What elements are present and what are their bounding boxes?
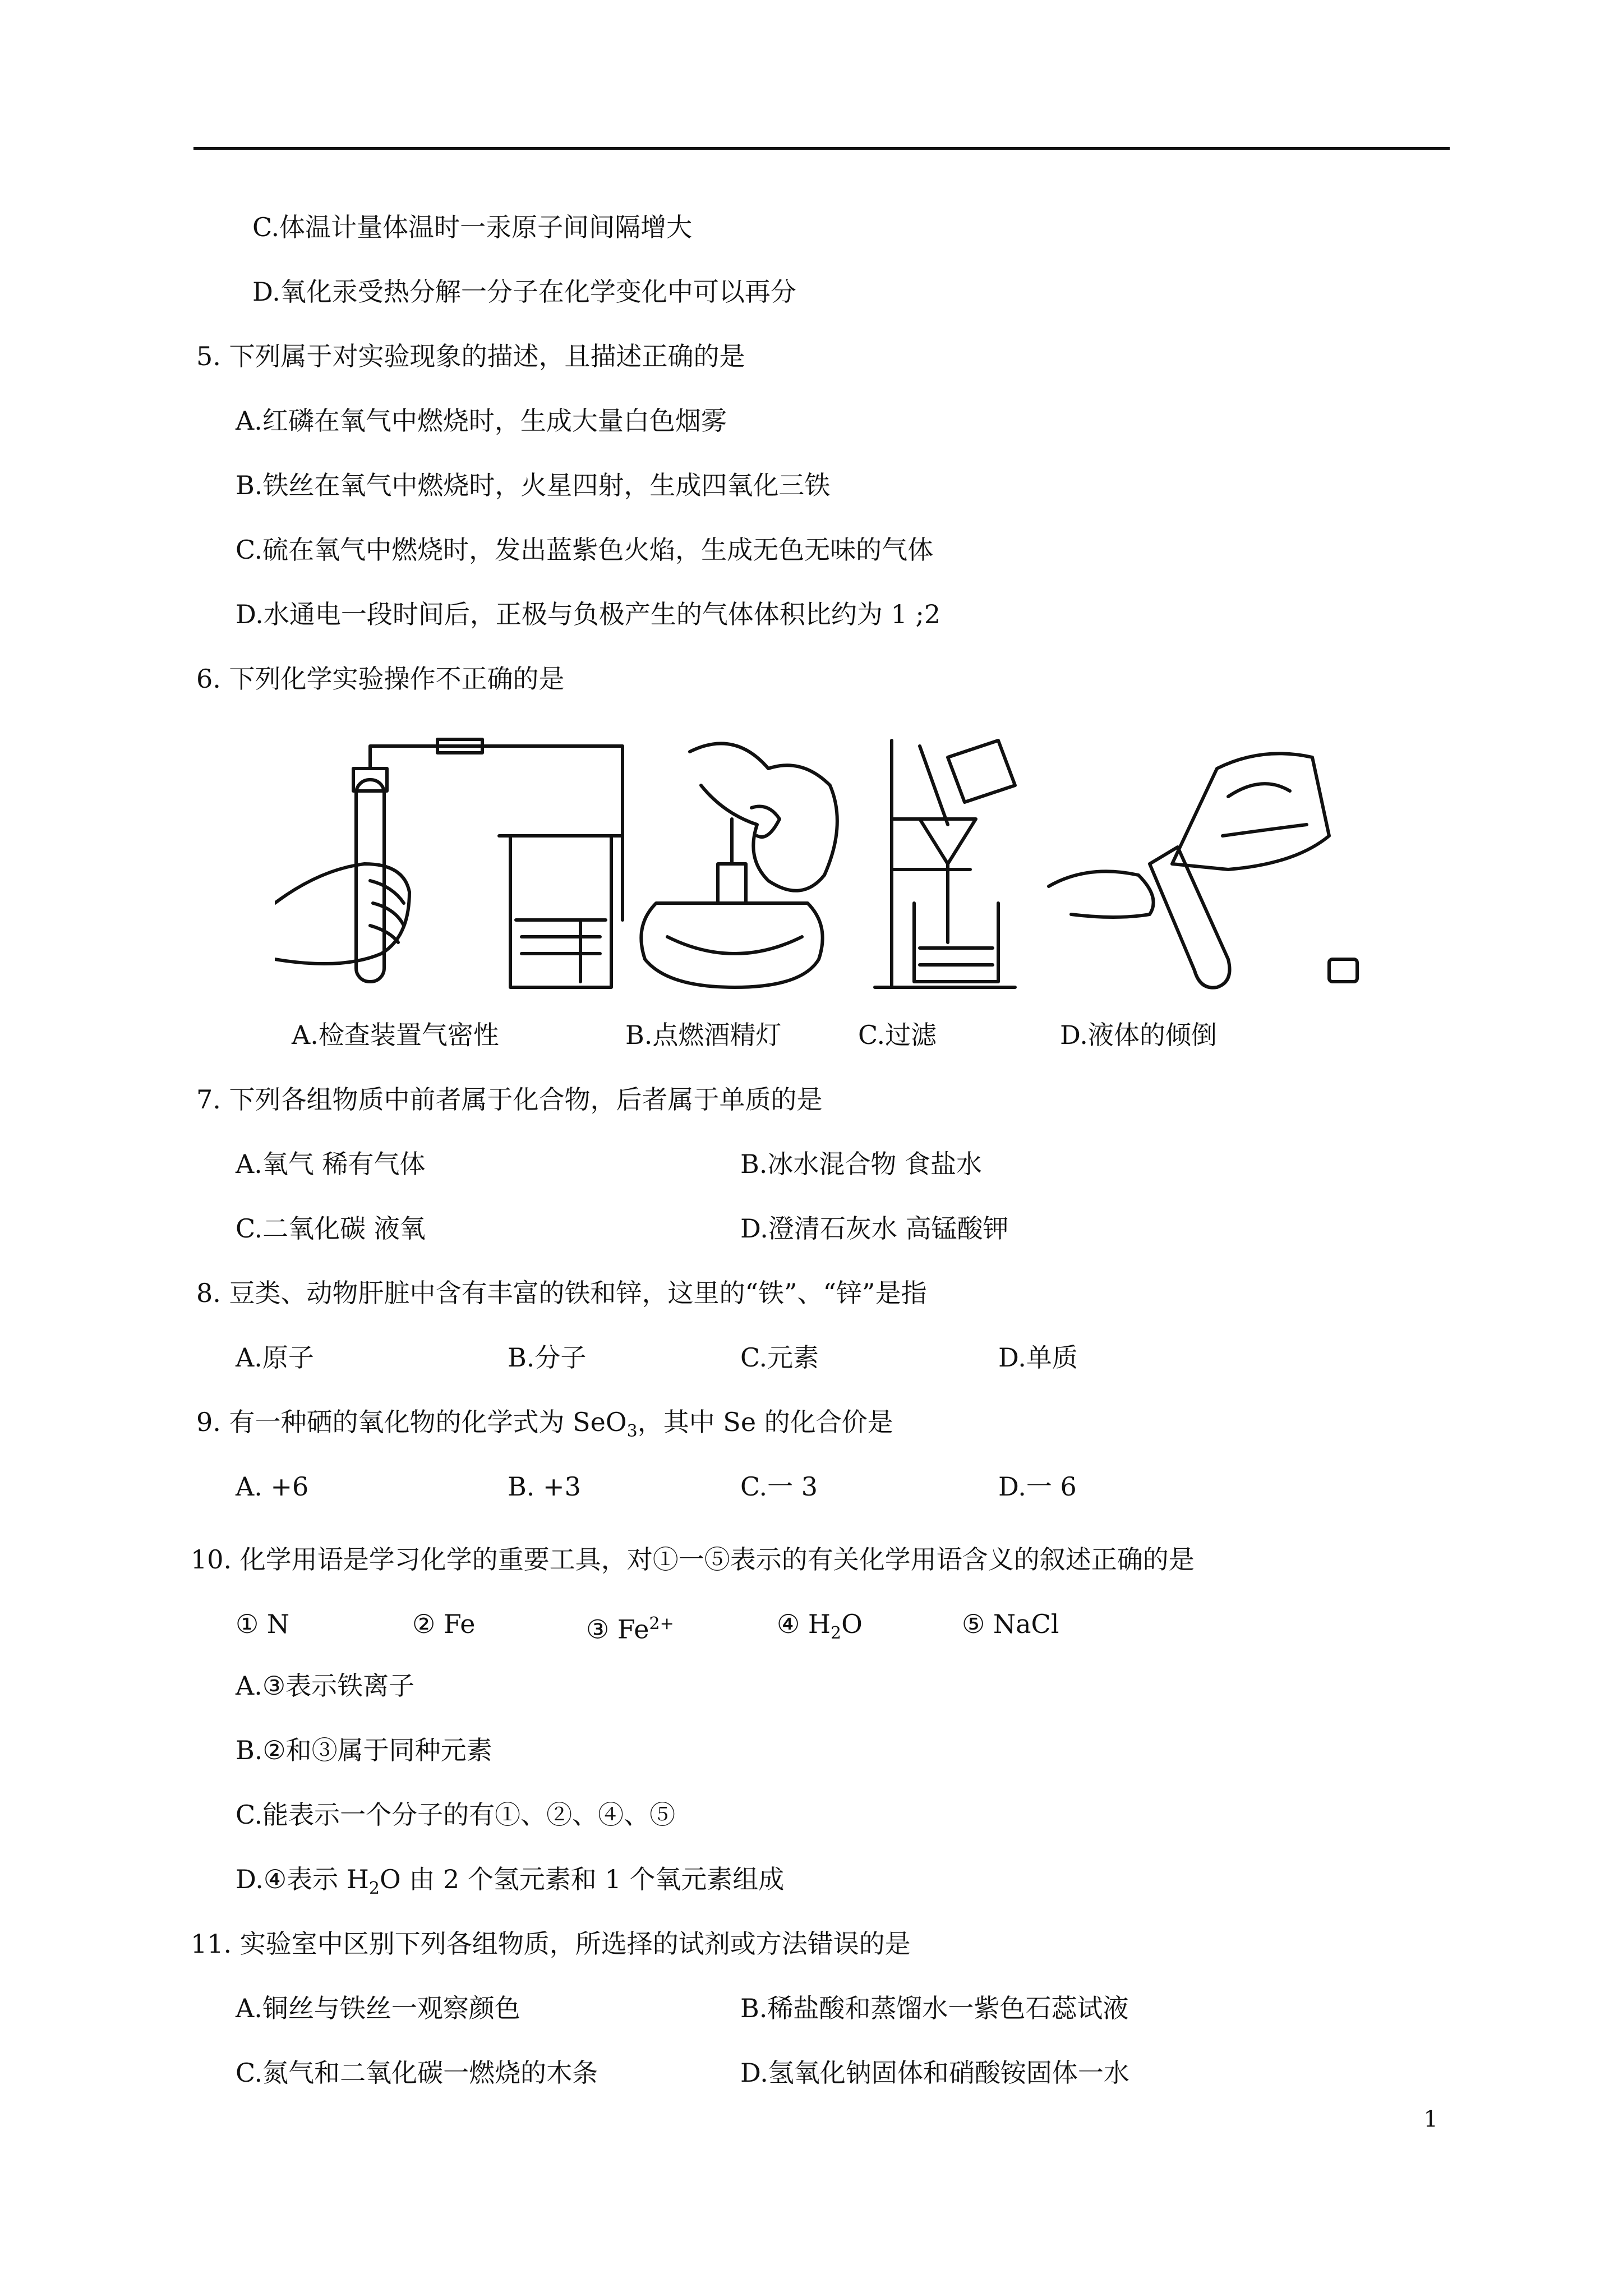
- q6-option-a: A.检查装置气密性: [292, 1020, 499, 1050]
- lab-operations-figure: [275, 735, 1380, 999]
- q6-option-d: D.液体的倾倒: [1060, 1020, 1217, 1050]
- q7-stem: 7. 下列各组物质中前者属于化合物，后者属于单质的是: [196, 1084, 823, 1115]
- alcohol-lamp-illustration: [641, 743, 837, 987]
- q5-option-c: C.硫在氧气中燃烧时，发出蓝紫色火焰，生成无色无味的气体: [236, 535, 934, 565]
- q11-option-c: C.氮气和二氧化碳一燃烧的木条: [236, 2058, 598, 2088]
- q10-symbol-1: ① N: [236, 1609, 290, 1639]
- q10-option-b: B.②和③属于同种元素: [236, 1735, 492, 1765]
- q10-symbol-4: ④ $H_2O$: [777, 1609, 863, 1644]
- q7-option-d: D.澄清石灰水 高锰酸钾: [740, 1213, 1009, 1244]
- q10-symbol-2: ② Fe: [412, 1609, 476, 1639]
- q6-option-c: C.过滤: [858, 1020, 937, 1050]
- page-number: 1: [1423, 2106, 1438, 2132]
- header-rule: [193, 147, 1450, 150]
- q4-option-d: D.氧化汞受热分解一分子在化学变化中可以再分: [252, 277, 796, 307]
- q10-symbol-3: ③ $Fe^{2+}$: [586, 1614, 674, 1645]
- pouring-liquid-illustration: [1049, 753, 1357, 987]
- q5-option-b: B.铁丝在氧气中燃烧时，火星四射，生成四氧化三铁: [236, 470, 831, 500]
- q8-option-d: D.单质: [998, 1342, 1078, 1373]
- q10-option-c: C.能表示一个分子的有①、②、④、⑤: [236, 1800, 676, 1830]
- q5-option-d: D.水通电一段时间后，正极与负极产生的气体体积比约为 1 ;2: [236, 599, 941, 629]
- q6-stem: 6. 下列化学实验操作不正确的是: [196, 664, 565, 694]
- q11-option-d: D.氢氧化钠固体和硝酸铵固体一水: [740, 2058, 1129, 2088]
- q9-option-d: D.一 6: [998, 1471, 1077, 1502]
- q7-option-c: C.二氧化碳 液氧: [236, 1213, 426, 1244]
- q8-option-b: B.分子: [508, 1342, 587, 1373]
- q6-option-b: B.点燃酒精灯: [625, 1020, 782, 1050]
- q9-option-c: C.一 3: [740, 1471, 818, 1502]
- filtration-illustration: [875, 740, 1015, 987]
- q7-option-b: B.冰水混合物 食盐水: [740, 1149, 983, 1179]
- q8-option-c: C.元素: [740, 1342, 819, 1373]
- q11-stem: 11. 实验室中区别下列各组物质，所选择的试剂或方法错误的是: [191, 1929, 911, 1959]
- q8-option-a: A.原子: [236, 1342, 314, 1373]
- q9-option-a: A. +6: [236, 1471, 309, 1502]
- q10-option-a: A.③表示铁离子: [236, 1671, 415, 1701]
- q10-symbol-5: ⑤ NaCl: [962, 1609, 1059, 1639]
- q4-option-c: C.体温计量体温时一汞原子间间隔增大: [252, 212, 693, 242]
- q7-option-a: A.氧气 稀有气体: [236, 1149, 426, 1179]
- q9-option-b: B. +3: [508, 1471, 581, 1502]
- q5-option-a: A.红磷在氧气中燃烧时，生成大量白色烟雾: [236, 406, 727, 436]
- q11-option-a: A.铜丝与铁丝一观察颜色: [236, 1993, 520, 2023]
- q9-stem: 9. 有一种硒的氧化物的化学式为 SeO$_3$，其中 Se 的化合价是: [196, 1407, 893, 1442]
- q8-stem: 8. 豆类、动物肝脏中含有丰富的铁和锌，这里的“铁”、“锌”是指: [196, 1278, 927, 1308]
- airtightness-check-illustration: [275, 739, 623, 987]
- q10-stem: 10. 化学用语是学习化学的重要工具，对①一⑤表示的有关化学用语含义的叙述正确的是: [191, 1544, 1195, 1575]
- q5-stem: 5. 下列属于对实验现象的描述，且描述正确的是: [196, 341, 745, 371]
- q10-option-d: D.④表示 $H_2O$ 由 2 个氢元素和 1 个氧元素组成: [236, 1864, 785, 1899]
- q11-option-b: B.稀盐酸和蒸馏水一紫色石蕊试液: [740, 1993, 1129, 2023]
